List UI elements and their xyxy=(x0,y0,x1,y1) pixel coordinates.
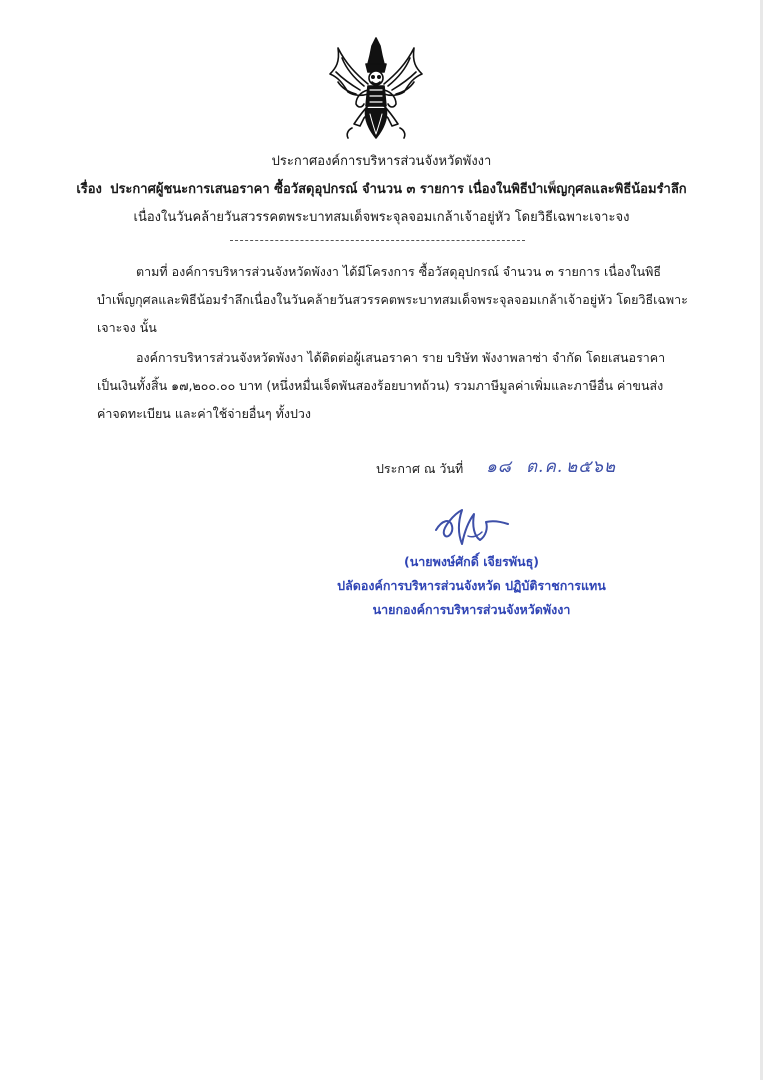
date-year-handwritten: ๒๕๖๒ xyxy=(566,457,617,477)
garuda-emblem-icon xyxy=(326,34,426,142)
date-day-handwritten: ๑๘ xyxy=(486,457,512,477)
para1-line2: บำเพ็ญกุศลและพิธีน้อมรำลึกเนื่องในวันคล้ายวันสวรรคตพระบาทสมเด็จพระจุลจอมเกล้าเจ้าอยู่หัว โดยวิธีเฉพาะ xyxy=(97,292,688,307)
date-label: ประกาศ ณ วันที่ xyxy=(376,461,464,476)
heading-divider xyxy=(230,240,525,241)
para2-line2: เป็นเงินทั้งสิ้น ๑๗,๒๐๐.๐๐ บาท (หนึ่งหมื่นเจ็ดพันสองร้อยบาทถ้วน) รวมภาษีมูลค่าเพิ่มและภาษีอื่น ค่าขนส่ง xyxy=(97,378,664,393)
handwritten-signature xyxy=(428,500,528,560)
para1-line3: เจาะจง นั้น xyxy=(97,320,157,335)
issuer-heading: ประกาศองค์การบริหารส่วนจังหวัดพังงา xyxy=(271,154,492,169)
para2-line1: องค์การบริหารส่วนจังหวัดพังงา ได้ติดต่อผู้เสนอราคา ราย บริษัท พังงาพลาซ่า จำกัด โดยเสนอราคา xyxy=(136,350,666,365)
subject-prefix: เรื่อง xyxy=(76,182,102,197)
para2-line3: ค่าจดทะเบียน และค่าใช้จ่ายอื่นๆ ทั้งปวง xyxy=(97,406,312,421)
signer-office: นายกองค์การบริหารส่วนจังหวัดพังงา xyxy=(372,602,571,617)
subject-heading-line2: เนื่องในวันคล้ายวันสวรรคตพระบาทสมเด็จพระจุลจอมเกล้าเจ้าอยู่หัว โดยวิธีเฉพาะเจาะจง xyxy=(133,210,630,225)
date-month-handwritten: ต.ค. xyxy=(526,457,564,477)
subject-heading-line1 xyxy=(0,180,763,200)
para1-line1: ตามที่ องค์การบริหารส่วนจังหวัดพังงา ได้มีโครงการ ซื้อวัสดุอุปกรณ์ จำนวน ๓ รายการ เนื่องในพิธี xyxy=(136,264,662,279)
signer-name: (นายพงษ์ศักดิ์ เจียรพันธุ) xyxy=(404,554,539,569)
subject-text-line1: ประกาศผู้ชนะการเสนอราคา ซื้อวัสดุอุปกรณ์ จำนวน ๓ รายการ เนื่องในพิธีบำเพ็ญกุศลและพิธีน้อมรำลึก xyxy=(110,182,687,197)
signer-title: ปลัดองค์การบริหารส่วนจังหวัด ปฏิบัติราชการแทน xyxy=(337,578,606,593)
